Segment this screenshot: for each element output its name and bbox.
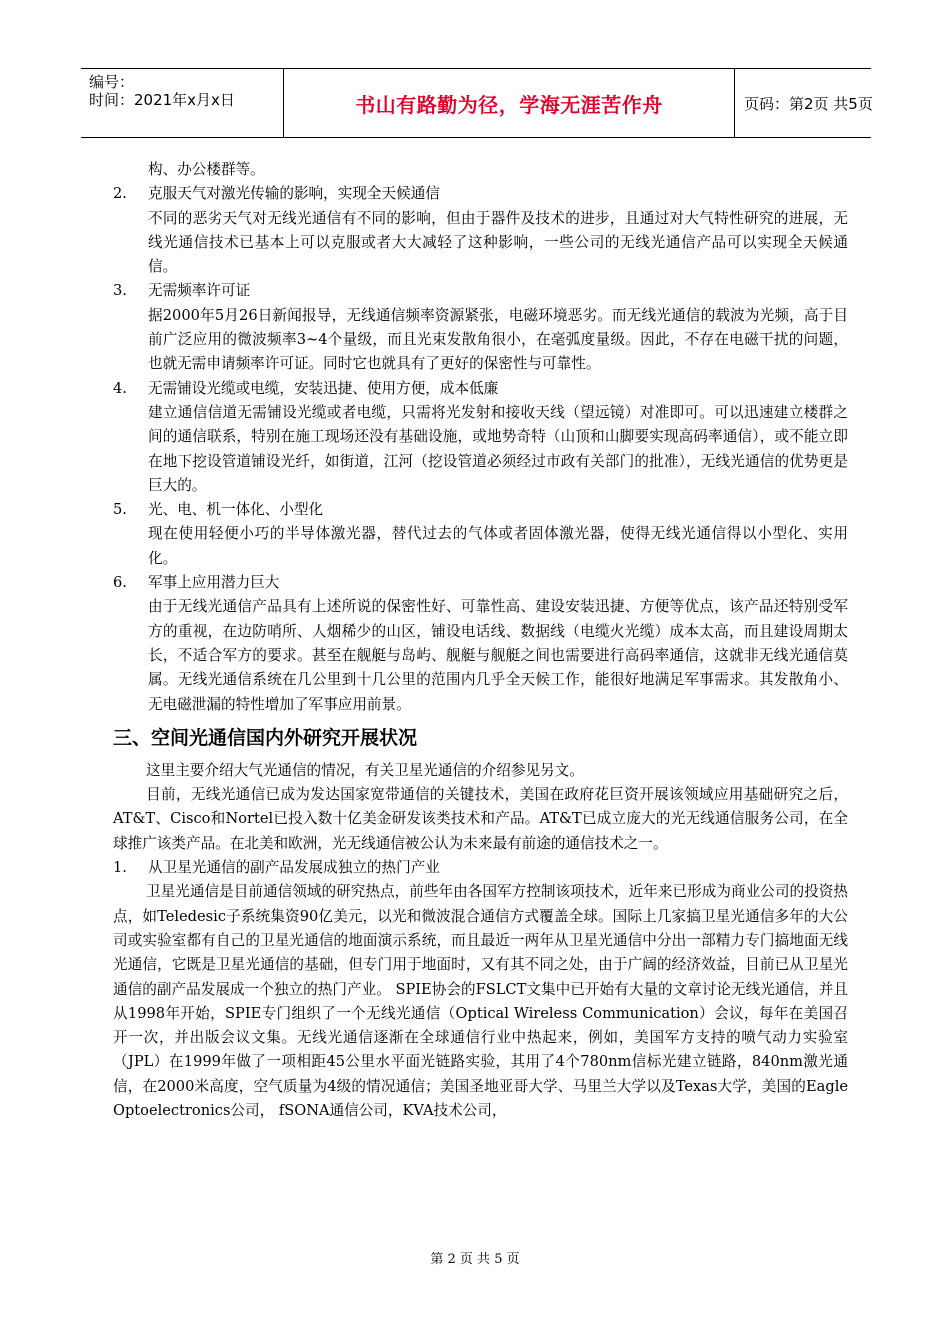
list-number: 5. xyxy=(113,501,127,519)
header-page-cell xyxy=(734,69,871,137)
section-paragraph: 目前，无线光通信已成为发达国家宽带通信的关键技术，美国在政府花巨资开展该领域应用基础研究之后，AT&T、Cisco和Nortel已投入数十亿美金研发该类技术和产品。AT&T已成立庞大的光无线通信服务公司，在全球推广该类产品。在北美和欧洲，光无线通信被公认为未来最有前途的通信技术之一。 xyxy=(113,786,848,852)
header-motto-cell xyxy=(283,69,735,137)
document-body xyxy=(113,158,848,1123)
list-item xyxy=(113,498,848,571)
list-body: 不同的恶劣天气对无线光通信有不同的影响，但由于器件及技术的进步，且通过对大气特性研究的进展，无线光通信技术已基本上可以克服或者大大减轻了这种影响，一些公司的无线光通信产品可以实现全天候通信。 xyxy=(148,209,848,276)
list-body: 由于无线光通信产品具有上述所说的保密性好、可靠性高、建设安装迅捷、方便等优点，该产品还特别受军方的重视，在边防哨所、人烟稀少的山区，铺设电话线、数据线（电缆火光缆）成本太高，而且建设周期太长，不适合军方的要求。甚至在舰艇与岛屿、舰艇与舰艇之间也需要进行高码率通信，这就非无线光通信莫属。无线光通信系统在几公里到十几公里的范围内几乎全天候工作，能很好地满足军事需求。其发散角小、无电磁泄漏的特性增加了军事应用前景。 xyxy=(148,598,848,713)
list-title: 军事上应用潜力巨大 xyxy=(148,574,280,592)
sub-item-paragraph: 卫星光通信是目前通信领域的研究热点，前些年由各国军方控制该项技术，近年来已形成为商业公司的投资热点，如Teledesic子系统集资90亿美元，以光和微波混合通信方式覆盖全球。国际上几家搞卫星光通信多年的大公司或实验室都有自己的卫星光通信的地面演示系统，而且最近一两年从卫星光通信中分出一部精力专门搞地面无线光通信，它既是卫星光通信的基础，但专门用于地面时，又有其不同之处，由于广阔的经济效益，目前已从卫星光通信的副产品发展成一个独立的热门产业。 SPIE协会的FSLCT文集中已开始有大量的文章讨论无线光通信，并且从1998年开始，SPIE专门组织了一个无线光通信（Optical Wireless Communication）会议，每年在美国召开一次，并出版会议文集。无线光通信逐渐在全球通信行业中热起来，例如，美国军方支持的喷气动力实验室（JPL）在1999年做了一项相距45公里水平面光链路实验，其用了4个780nm信标光建立链路，840nm激光通信，在2000米高度，空气质量为4级的情况通信；美国圣地亚哥大学、马里兰大学以及Texas大学，美国的Eagle Optoelectronics公司， fSONA通信公司，KVA技术公司， xyxy=(113,883,848,1119)
sub-item-heading xyxy=(113,856,848,880)
page-header xyxy=(81,68,871,138)
list-body: 现在使用轻便小巧的半导体激光器，替代过去的气体或者固体激光器，使得无线光通信得以小型化、实用化。 xyxy=(148,525,848,567)
list-title: 克服天气对激光传输的影响，实现全天候通信 xyxy=(148,185,440,203)
list-number: 6. xyxy=(113,574,127,592)
list-item xyxy=(113,571,848,717)
list-item xyxy=(113,279,848,376)
list-number: 3. xyxy=(113,282,127,300)
header-motto: 书山有路勤为径，学海无涯苦作舟 xyxy=(355,93,663,117)
list-item xyxy=(113,182,848,279)
intro-continuation: 构、办公楼群等。 xyxy=(148,161,265,178)
list-item xyxy=(113,377,848,498)
list-number: 2. xyxy=(113,185,127,203)
header-meta xyxy=(81,69,283,137)
list-title: 光、电、机一体化、小型化 xyxy=(148,501,324,519)
section-heading: 三、空间光通信国内外研究开展状况 xyxy=(113,726,418,749)
list-number: 4. xyxy=(113,379,127,397)
list-body: 建立通信信道无需铺设光缆或者电缆，只需将光发射和接收天线（望远镜）对准即可。可以迅速建立楼群之间的通信联系，特别在施工现场还没有基础设施，或地势奇特（山顶和山脚要实现高码率通信），或不能立即在地下挖设管道铺设光纤，如街道，江河（挖设管道必须经过市政有关部门的批准），无线光通信的优势更是巨大的。 xyxy=(148,403,848,494)
list-title: 无需频率许可证 xyxy=(148,282,251,300)
number-label: 编号： xyxy=(89,73,135,91)
list-title: 从卫星光通信的副产品发展成独立的热门产业 xyxy=(148,859,440,877)
list-title: 无需铺设光缆或电缆，安装迅捷、使用方便，成本低廉 xyxy=(148,379,499,397)
header-page-label: 页码：第2页 共5页 xyxy=(744,95,873,113)
page-footer: 第 2 页 共 5 页 xyxy=(430,1252,520,1267)
time-label: 时间：2021年x月x日 xyxy=(89,91,235,109)
section-paragraph: 这里主要介绍大气光通信的情况，有关卫星光通信的介绍参见另文。 xyxy=(146,761,584,779)
list-body: 据2000年5月26日新闻报导，无线通信频率资源紧张，电磁环境恶劣。而无线光通信的载波为光频，高于目前广泛应用的微波频率3~4个量级，而且光束发散角很小，在毫弧度量级。因此，不存在电磁干扰的问题，也就无需申请频率许可证。同时它也就具有了更好的保密性与可靠性。 xyxy=(148,306,848,373)
list-number: 1. xyxy=(113,859,127,877)
